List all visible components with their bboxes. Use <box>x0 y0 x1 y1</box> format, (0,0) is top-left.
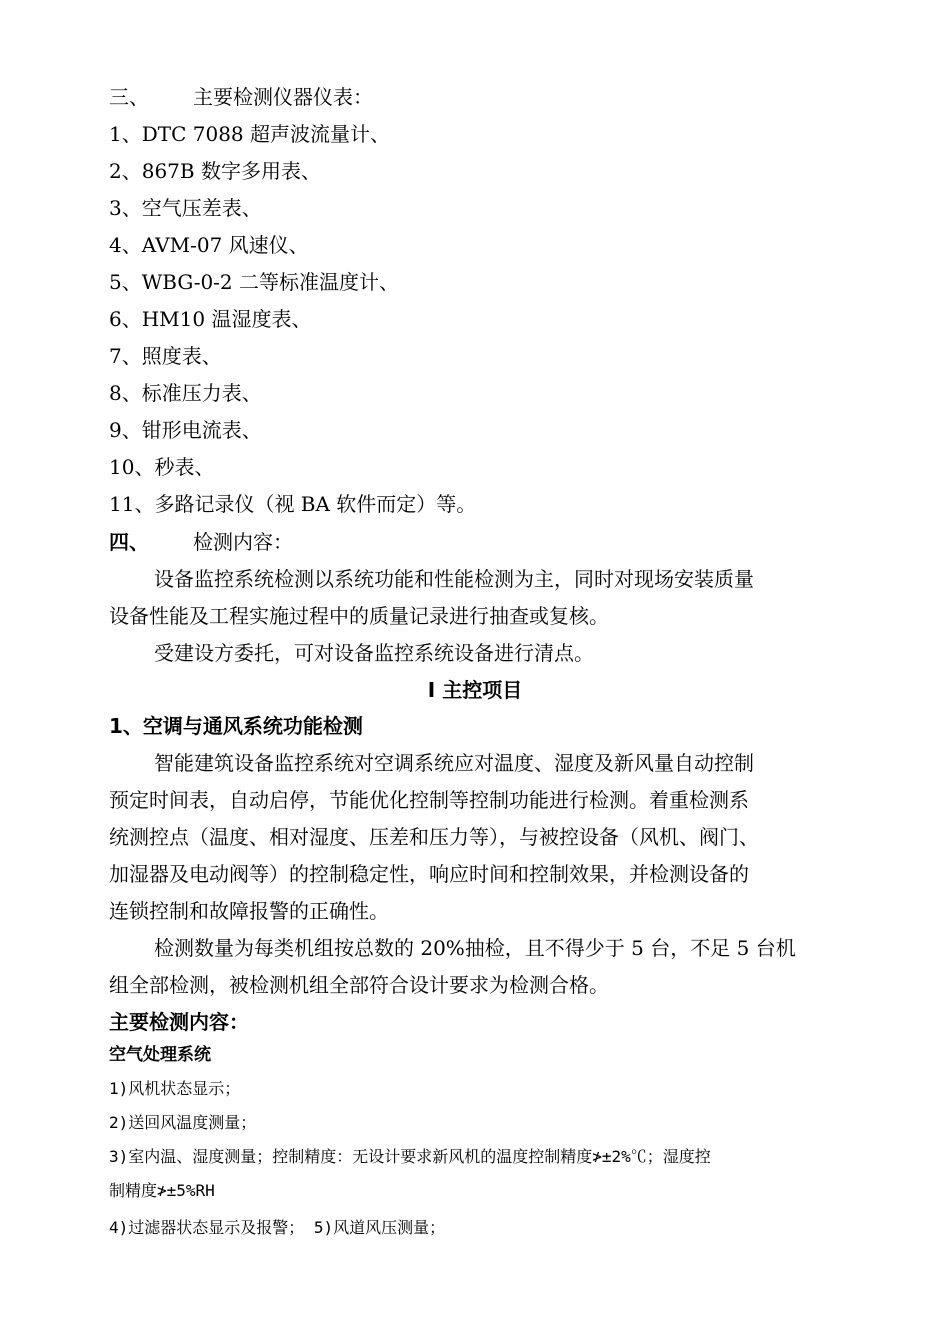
subsection-1-paragraph-line: 加湿器及电动阀等）的控制稳定性，响应时间和控制效果，并检测设备的 <box>109 862 749 886</box>
section-3-heading <box>109 84 373 110</box>
instrument-item: 7、照度表、 <box>109 344 222 368</box>
air-system-title: 空气处理系统 <box>109 1045 211 1065</box>
section-4-number: 四、 <box>109 530 149 554</box>
air-system-item: 3)室内温、湿度测量；控制精度：无设计要求新风机的温度控制精度≯±2%℃；湿度控 <box>109 1147 711 1166</box>
main-content-title: 主要检测内容： <box>109 1010 249 1034</box>
section-4-paragraph-line: 设备监控系统检测以系统功能和性能检测为主，同时对现场安装质量 <box>154 567 754 591</box>
section-4-paragraph-line: 设备性能及工程实施过程中的质量记录进行抽查或复核。 <box>109 604 609 628</box>
subsection-1-paragraph-line: 智能建筑设备监控系统对空调系统应对温度、湿度及新风量自动控制 <box>154 751 754 775</box>
section-4-heading <box>109 529 293 555</box>
air-system-item: 1)风机状态显示； <box>109 1079 241 1098</box>
instrument-item: 6、HM10 温湿度表、 <box>109 307 312 331</box>
subsection-1-paragraph-line: 统测控点（温度、相对湿度、压差和压力等），与被控设备（风机、阀门、 <box>109 825 759 849</box>
instrument-item: 8、标准压力表、 <box>109 381 262 405</box>
air-system-item: 制精度≯±5%RH <box>109 1181 215 1200</box>
section-3-number: 三、 <box>109 85 149 109</box>
subsection-1-title: 1、空调与通风系统功能检测 <box>109 714 363 738</box>
instrument-item: 9、钳形电流表、 <box>109 418 262 442</box>
instrument-item: 3、空气压差表、 <box>109 196 262 220</box>
section-3-title: 主要检测仪器仪表： <box>193 85 373 109</box>
section-4-title: 检测内容： <box>193 530 293 554</box>
air-system-item: 2)送回风温度测量； <box>109 1113 257 1132</box>
instrument-item: 4、AVM-07 风速仪、 <box>109 233 309 257</box>
instrument-item: 2、867B 数字多用表、 <box>109 159 321 183</box>
subsection-1-paragraph-line: 连锁控制和故障报警的正确性。 <box>109 899 389 923</box>
subsection-1-paragraph-2-line: 组全部检测，被检测机组全部符合设计要求为检测合格。 <box>109 973 609 997</box>
main-items-title: Ⅰ 主控项目 <box>427 678 523 702</box>
instrument-item: 5、WBG-0-2 二等标准温度计、 <box>109 270 400 294</box>
air-system-item: 4)过滤器状态显示及报警； 5)风道风压测量； <box>109 1218 446 1237</box>
subsection-1-paragraph-line: 预定时间表，自动启停，节能优化控制等控制功能进行检测。着重检测系 <box>109 788 749 812</box>
section-4-paragraph-2: 受建设方委托，可对设备监控系统设备进行清点。 <box>154 641 594 665</box>
instrument-item: 11、多路记录仪（视 BA 软件而定）等。 <box>109 492 477 516</box>
instrument-item: 1、DTC 7088 超声波流量计、 <box>109 122 391 146</box>
subsection-1-paragraph-2-line: 检测数量为每类机组按总数的 20%抽检，且不得少于 5 台，不足 5 台机 <box>154 936 796 960</box>
instrument-item: 10、秒表、 <box>109 455 215 479</box>
